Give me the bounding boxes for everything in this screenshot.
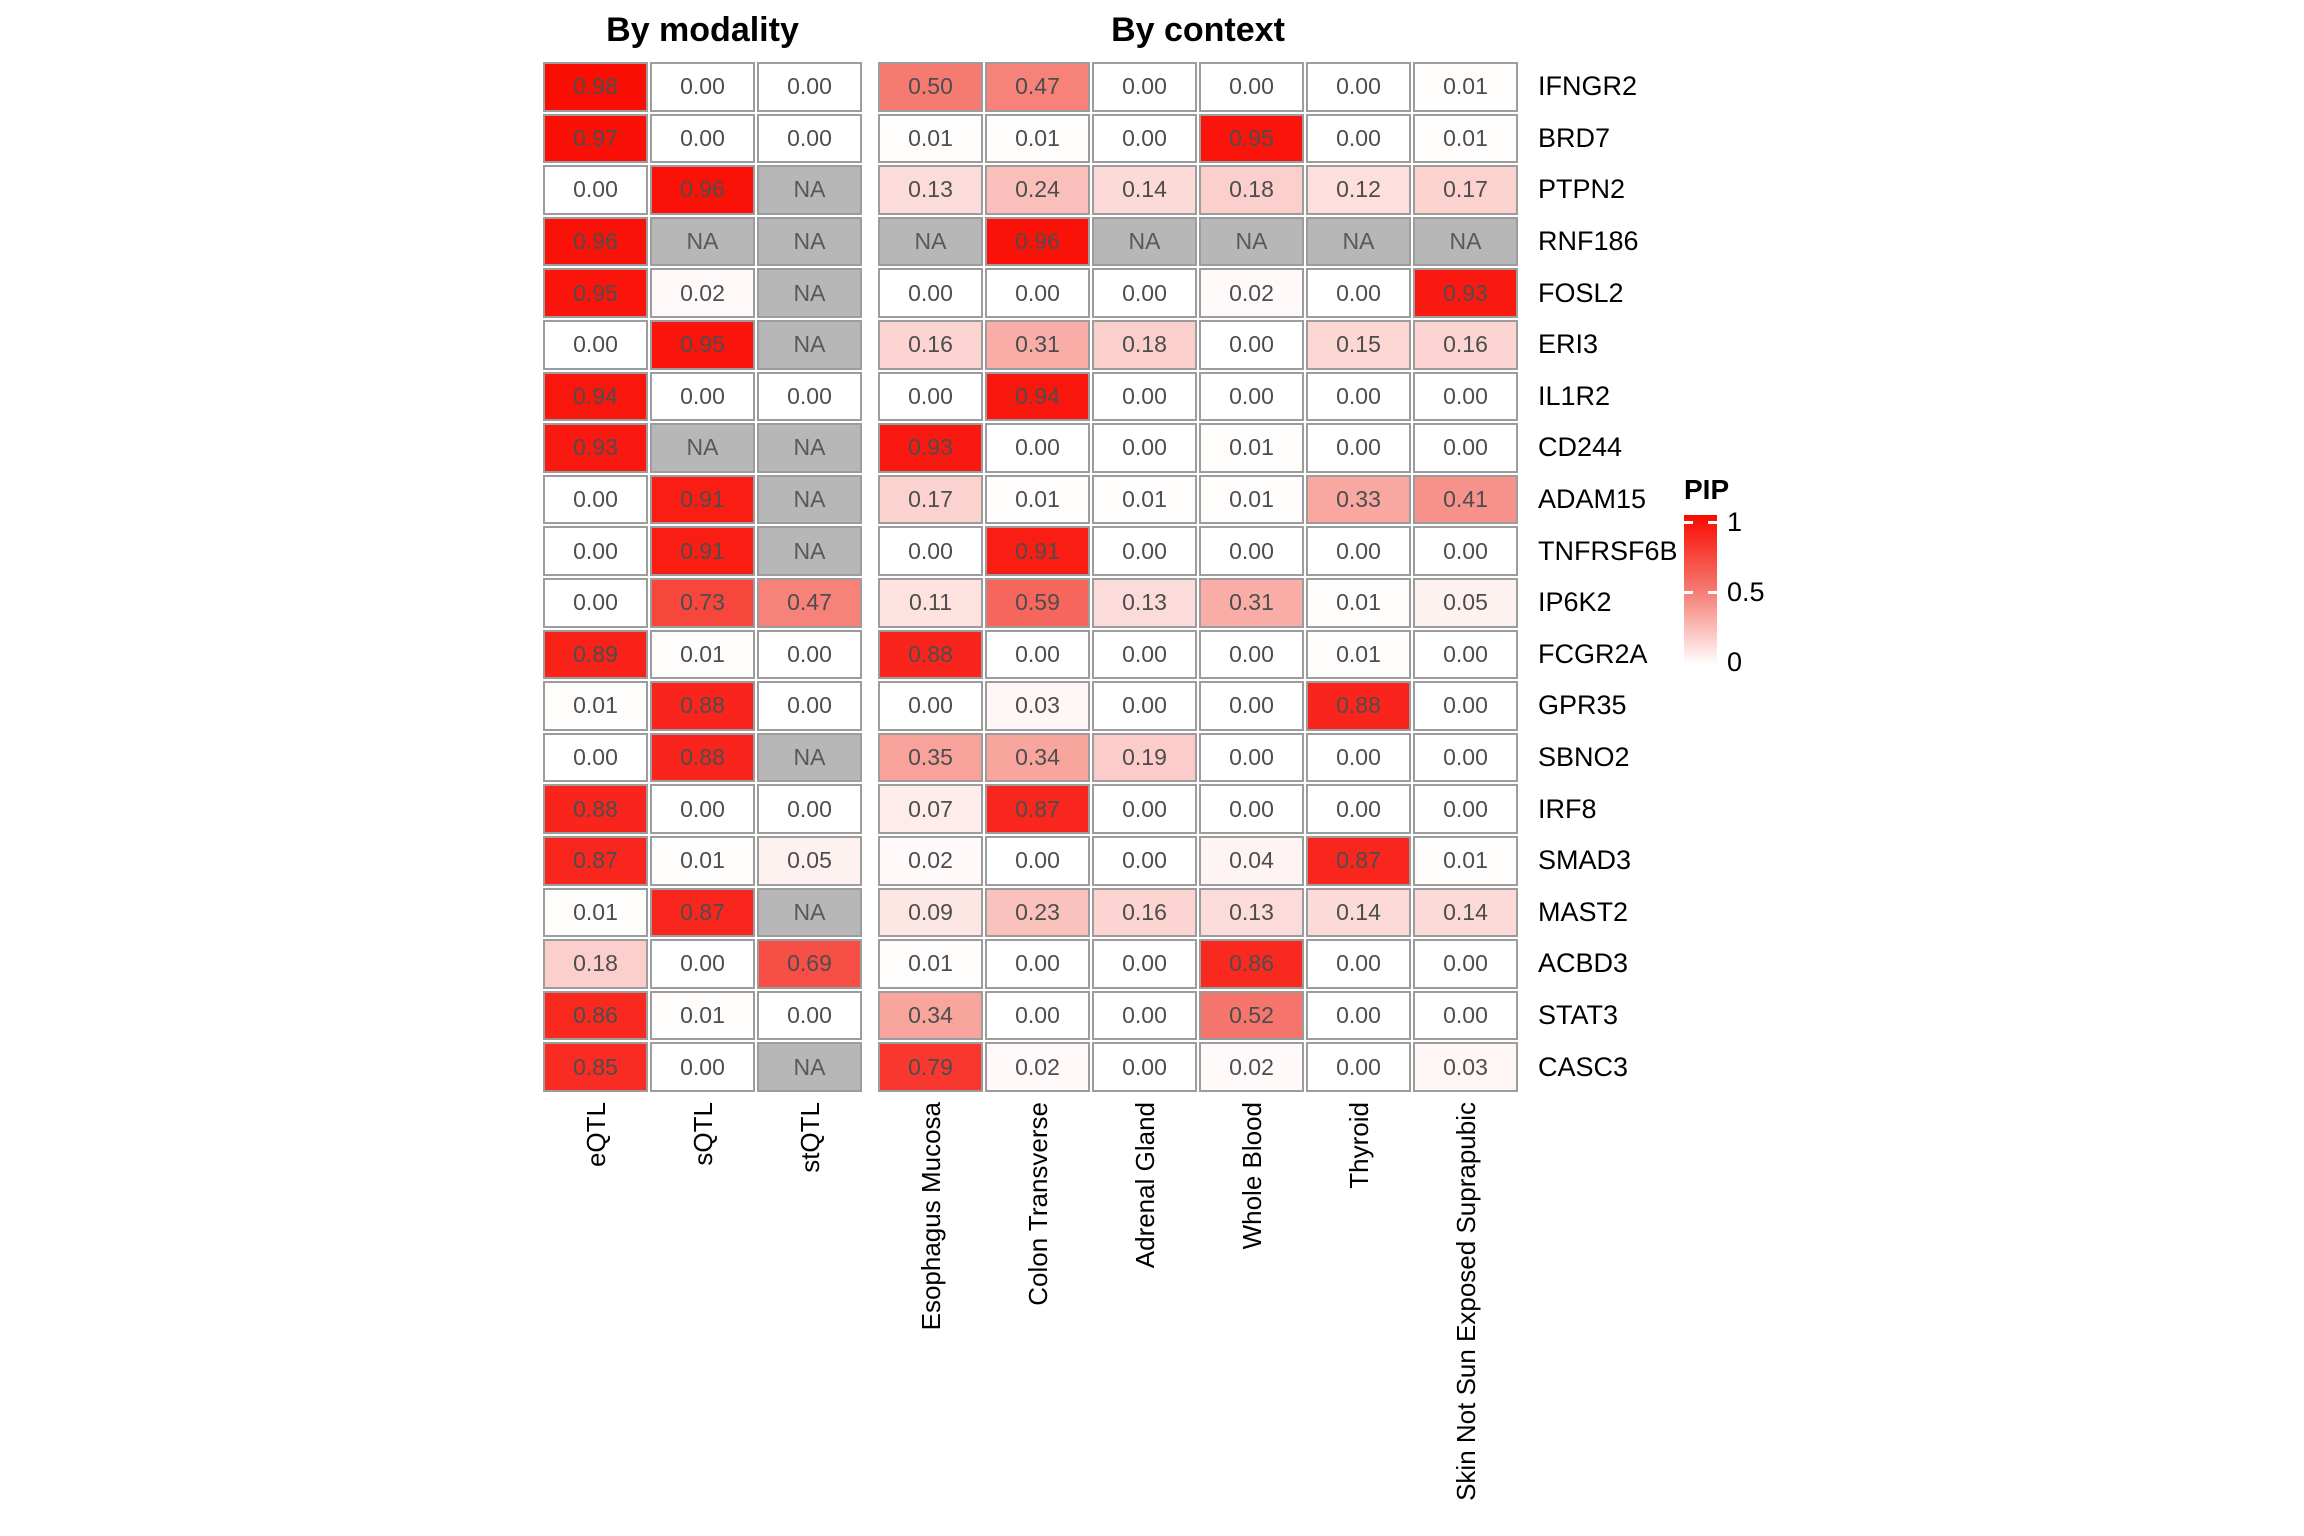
heatmap-cell: 0.02 <box>878 836 983 886</box>
heatmap-cell: 0.24 <box>985 165 1090 215</box>
heatmap-cell: 0.00 <box>985 836 1090 886</box>
heatmap-cell: 0.00 <box>543 526 648 576</box>
heatmap-cell: 0.00 <box>650 372 755 422</box>
heatmap-cell: 0.87 <box>1306 836 1411 886</box>
heatmap-cell: 0.00 <box>543 475 648 525</box>
heatmap-cell: 0.00 <box>878 268 983 318</box>
heatmap-cell: 0.59 <box>985 578 1090 628</box>
heatmap-cell: NA <box>1199 217 1304 267</box>
gene-label: IL1R2 <box>1538 380 1611 411</box>
heatmap-cell: 0.00 <box>757 114 862 164</box>
heatmap-cell: 0.00 <box>1306 268 1411 318</box>
heatmap-cell: 0.96 <box>985 217 1090 267</box>
heatmap-cell: 0.00 <box>1092 62 1197 112</box>
heatmap-cell: 0.01 <box>1413 836 1518 886</box>
heatmap-cell: 0.94 <box>985 372 1090 422</box>
heatmap-cell: 0.00 <box>1092 1042 1197 1092</box>
heatmap-cell: 0.00 <box>1092 526 1197 576</box>
heatmap-cell: 0.93 <box>543 423 648 473</box>
heatmap-cell: 0.23 <box>985 888 1090 938</box>
heatmap-cell: 0.00 <box>1199 681 1304 731</box>
heatmap-cell: 0.12 <box>1306 165 1411 215</box>
heatmap-cell: 0.00 <box>1199 320 1304 370</box>
heatmap-cell: 0.14 <box>1092 165 1197 215</box>
column-label: Whole Blood <box>1236 1102 1267 1250</box>
legend-tick-mark <box>1684 591 1693 594</box>
heatmap-cell: 0.19 <box>1092 733 1197 783</box>
legend-tick-label: 1 <box>1727 506 1743 537</box>
heatmap-cell: 0.00 <box>1199 630 1304 680</box>
heatmap-cell: 0.31 <box>985 320 1090 370</box>
heatmap-cell: 0.93 <box>878 423 983 473</box>
heatmap-cell: 0.00 <box>1306 1042 1411 1092</box>
heatmap-cell: 0.00 <box>1092 939 1197 989</box>
heatmap-cell: 0.00 <box>1306 784 1411 834</box>
heatmap-cell: 0.91 <box>650 526 755 576</box>
gene-label: CD244 <box>1538 432 1623 463</box>
heatmap-cell: 0.00 <box>1199 372 1304 422</box>
heatmap-cell: 0.00 <box>650 939 755 989</box>
heatmap-cell: 0.88 <box>1306 681 1411 731</box>
heatmap-cell: 0.00 <box>757 372 862 422</box>
gene-label: SMAD3 <box>1538 845 1632 876</box>
heatmap-cell: 0.69 <box>757 939 862 989</box>
heatmap-cell: 0.01 <box>985 114 1090 164</box>
heatmap-cell: 0.79 <box>878 1042 983 1092</box>
heatmap-cell: 0.00 <box>1092 836 1197 886</box>
heatmap-cell: 0.00 <box>1306 62 1411 112</box>
heatmap-cell: 0.14 <box>1306 888 1411 938</box>
heatmap-cell: 0.02 <box>985 1042 1090 1092</box>
heatmap-cell: 0.85 <box>543 1042 648 1092</box>
heatmap-cell: 0.00 <box>985 630 1090 680</box>
heatmap-cell: 0.09 <box>878 888 983 938</box>
heatmap-cell: 0.18 <box>1199 165 1304 215</box>
gene-label: FOSL2 <box>1538 277 1624 308</box>
heatmap-cell: 0.00 <box>757 681 862 731</box>
heatmap-cell: 0.00 <box>1092 784 1197 834</box>
heatmap-cell: 0.00 <box>1092 372 1197 422</box>
heatmap-cell: 0.16 <box>878 320 983 370</box>
heatmap-cell: 0.00 <box>1199 62 1304 112</box>
gene-label: ACBD3 <box>1538 948 1629 979</box>
gene-label: ADAM15 <box>1538 484 1647 515</box>
heatmap-cell: NA <box>757 888 862 938</box>
legend-colorbar <box>1684 515 1717 665</box>
heatmap-cell: 0.18 <box>1092 320 1197 370</box>
heatmap-cell: 0.00 <box>1199 526 1304 576</box>
heatmap-cell: 0.05 <box>1413 578 1518 628</box>
heatmap-cell: 0.00 <box>1413 423 1518 473</box>
heatmap-cell: 0.00 <box>1413 526 1518 576</box>
heatmap-cell: NA <box>1413 217 1518 267</box>
gene-label: SBNO2 <box>1538 742 1630 773</box>
heatmap-cell: 0.00 <box>650 62 755 112</box>
heatmap-cell: 0.01 <box>1306 630 1411 680</box>
heatmap-cell: 0.15 <box>1306 320 1411 370</box>
heatmap-cell: 0.88 <box>543 784 648 834</box>
heatmap-cell: 0.03 <box>985 681 1090 731</box>
heatmap-cell: 0.00 <box>1092 114 1197 164</box>
gene-label: CASC3 <box>1538 1051 1629 1082</box>
heatmap-cell: 0.00 <box>1413 939 1518 989</box>
heatmap-cell: 0.88 <box>650 681 755 731</box>
heatmap-panel-modality <box>543 62 862 1092</box>
heatmap-cell: 0.00 <box>985 268 1090 318</box>
heatmap-cell: 0.00 <box>1306 526 1411 576</box>
heatmap-cell: 0.87 <box>650 888 755 938</box>
legend-tick-mark <box>1708 591 1717 594</box>
heatmap-cell: 0.00 <box>1413 372 1518 422</box>
heatmap-cell: 0.00 <box>543 578 648 628</box>
heatmap-cell: 0.31 <box>1199 578 1304 628</box>
heatmap-cell: 0.95 <box>1199 114 1304 164</box>
legend-tick-mark <box>1684 521 1693 524</box>
heatmap-cell: 0.00 <box>543 320 648 370</box>
heatmap-cell: 0.00 <box>985 423 1090 473</box>
heatmap-cell: 0.00 <box>1092 423 1197 473</box>
heatmap-cell: 0.95 <box>650 320 755 370</box>
legend-title: PIP <box>1684 474 1730 505</box>
heatmap-cell: 0.01 <box>543 888 648 938</box>
heatmap-cell: 0.98 <box>543 62 648 112</box>
heatmap-cell: 0.97 <box>543 114 648 164</box>
heatmap-cell: 0.02 <box>1199 268 1304 318</box>
heatmap-cell: 0.96 <box>543 217 648 267</box>
heatmap-cell: 0.00 <box>1413 733 1518 783</box>
heatmap-cell: 0.52 <box>1199 991 1304 1041</box>
heatmap-cell: NA <box>1306 217 1411 267</box>
column-label: Adrenal Gland <box>1129 1102 1160 1269</box>
heatmap-cell: NA <box>757 475 862 525</box>
heatmap-cell: 0.01 <box>1413 114 1518 164</box>
heatmap-cell: 0.00 <box>757 630 862 680</box>
heatmap-cell: 0.86 <box>1199 939 1304 989</box>
heatmap-cell: 0.01 <box>1199 475 1304 525</box>
gene-label: IRF8 <box>1538 793 1597 824</box>
column-label: stQTL <box>794 1102 825 1173</box>
column-label: Colon Transverse <box>1022 1102 1053 1306</box>
heatmap-cell: 0.00 <box>757 991 862 1041</box>
heatmap-cell: 0.00 <box>650 1042 755 1092</box>
heatmap-cell: NA <box>757 217 862 267</box>
heatmap-cell: 0.87 <box>985 784 1090 834</box>
heatmap-cell: 0.17 <box>878 475 983 525</box>
gene-label: ERI3 <box>1538 329 1599 360</box>
heatmap-cell: 0.00 <box>1092 681 1197 731</box>
heatmap-cell: 0.18 <box>543 939 648 989</box>
heatmap-cell: 0.01 <box>650 836 755 886</box>
heatmap-cell: 0.00 <box>878 681 983 731</box>
heatmap-cell: 0.00 <box>543 165 648 215</box>
heatmap-cell: 0.33 <box>1306 475 1411 525</box>
heatmap-cell: 0.11 <box>878 578 983 628</box>
heatmap-cell: 0.89 <box>543 630 648 680</box>
heatmap-cell: NA <box>757 320 862 370</box>
heatmap-cell: 0.13 <box>878 165 983 215</box>
legend <box>1684 474 1884 677</box>
heatmap-cell: 0.00 <box>1092 268 1197 318</box>
heatmap-cell: 0.01 <box>1413 62 1518 112</box>
heatmap-cell: 0.01 <box>543 681 648 731</box>
heatmap-cell: 0.00 <box>1413 681 1518 731</box>
heatmap-cell: 0.73 <box>650 578 755 628</box>
column-label: Esophagus Mucosa <box>915 1102 946 1331</box>
heatmap-cell: 0.17 <box>1413 165 1518 215</box>
heatmap-cell: 0.16 <box>1092 888 1197 938</box>
heatmap-cell: NA <box>757 526 862 576</box>
heatmap-cell: 0.41 <box>1413 475 1518 525</box>
gene-label: FCGR2A <box>1538 638 1648 669</box>
heatmap-cell: NA <box>878 217 983 267</box>
heatmap-cell: 0.35 <box>878 733 983 783</box>
heatmap-cell: 0.47 <box>757 578 862 628</box>
heatmap-cell: NA <box>650 423 755 473</box>
gene-label: TNFRSF6B <box>1538 535 1678 566</box>
heatmap-cell: 0.93 <box>1413 268 1518 318</box>
heatmap-cell: 0.00 <box>543 733 648 783</box>
heatmap-cell: 0.00 <box>985 991 1090 1041</box>
column-label: eQTL <box>580 1102 611 1168</box>
heatmap-cell: 0.91 <box>650 475 755 525</box>
heatmap-cell: NA <box>1092 217 1197 267</box>
heatmap-cell: 0.00 <box>1306 372 1411 422</box>
heatmap-cell: 0.00 <box>1092 630 1197 680</box>
panel-title-modality: By modality <box>606 11 799 49</box>
heatmap-cell: 0.00 <box>1092 991 1197 1041</box>
gene-label: IP6K2 <box>1538 587 1612 618</box>
heatmap-cell: 0.00 <box>650 784 755 834</box>
heatmap-cell: 0.05 <box>757 836 862 886</box>
heatmap-cell: 0.00 <box>1306 991 1411 1041</box>
heatmap-cell: 0.47 <box>985 62 1090 112</box>
gene-label: IFNGR2 <box>1538 71 1638 102</box>
heatmap-cell: NA <box>757 165 862 215</box>
heatmap-cell: 0.14 <box>1413 888 1518 938</box>
heatmap-cell: 0.01 <box>650 630 755 680</box>
heatmap-cell: 0.02 <box>650 268 755 318</box>
heatmap-cell: NA <box>757 733 862 783</box>
gene-label: STAT3 <box>1538 1000 1619 1031</box>
heatmap-cell: 0.13 <box>1199 888 1304 938</box>
heatmap-cell: NA <box>757 423 862 473</box>
heatmap-cell: 0.00 <box>1306 423 1411 473</box>
heatmap-cell: 0.96 <box>650 165 755 215</box>
gene-label: RNF186 <box>1538 226 1639 257</box>
heatmap-cell: NA <box>757 1042 862 1092</box>
gene-label: GPR35 <box>1538 690 1627 721</box>
legend-tick-mark <box>1708 521 1717 524</box>
heatmap-cell: 0.88 <box>878 630 983 680</box>
heatmap-cell: 0.07 <box>878 784 983 834</box>
heatmap-cell: 0.02 <box>1199 1042 1304 1092</box>
panel-title-context: By context <box>1111 11 1285 49</box>
heatmap-cell: 0.00 <box>1413 784 1518 834</box>
heatmap-cell: 0.00 <box>1199 784 1304 834</box>
heatmap-cell: NA <box>757 268 862 318</box>
heatmap-cell: 0.13 <box>1092 578 1197 628</box>
heatmap-cell: 0.01 <box>1092 475 1197 525</box>
heatmap-cell: 0.00 <box>1306 733 1411 783</box>
heatmap-cell: 0.86 <box>543 991 648 1041</box>
heatmap-cell: 0.34 <box>878 991 983 1041</box>
gene-label: PTPN2 <box>1538 174 1626 205</box>
heatmap-cell: 0.00 <box>650 114 755 164</box>
legend-tick-label: 0.5 <box>1727 576 1765 607</box>
heatmap-cell: 0.00 <box>1199 733 1304 783</box>
heatmap-panel-context <box>878 62 1518 1092</box>
heatmap-cell: 0.04 <box>1199 836 1304 886</box>
heatmap-cell: 0.00 <box>757 62 862 112</box>
heatmap-cell: 0.00 <box>985 939 1090 989</box>
gene-label: MAST2 <box>1538 896 1629 927</box>
column-label: Skin Not Sun Exposed Suprapubic <box>1450 1102 1481 1501</box>
heatmap-cell: 0.87 <box>543 836 648 886</box>
heatmap-cell: 0.88 <box>650 733 755 783</box>
heatmap-cell: 0.00 <box>1413 630 1518 680</box>
heatmap-cell: 0.03 <box>1413 1042 1518 1092</box>
heatmap-cell: 0.95 <box>543 268 648 318</box>
heatmap-cell: NA <box>650 217 755 267</box>
heatmap-cell: 0.16 <box>1413 320 1518 370</box>
heatmap-cell: 0.01 <box>985 475 1090 525</box>
heatmap-cell: 0.00 <box>1306 939 1411 989</box>
heatmap-cell: 0.34 <box>985 733 1090 783</box>
heatmap-cell: 0.50 <box>878 62 983 112</box>
heatmap-cell: 0.94 <box>543 372 648 422</box>
heatmap-cell: 0.01 <box>1199 423 1304 473</box>
heatmap-cell: 0.01 <box>650 991 755 1041</box>
heatmap-cell: 0.00 <box>757 784 862 834</box>
legend-tick-label: 0 <box>1727 646 1743 677</box>
heatmap-cell: 0.00 <box>1306 114 1411 164</box>
gene-label: BRD7 <box>1538 122 1611 153</box>
column-label: Thyroid <box>1343 1102 1374 1189</box>
heatmap-cell: 0.00 <box>878 526 983 576</box>
heatmap-cell: 0.01 <box>878 939 983 989</box>
heatmap-cell: 0.01 <box>1306 578 1411 628</box>
heatmap-cell: 0.91 <box>985 526 1090 576</box>
heatmap-cell: 0.01 <box>878 114 983 164</box>
heatmap-cell: 0.00 <box>878 372 983 422</box>
column-label: sQTL <box>687 1102 718 1166</box>
heatmap-cell: 0.00 <box>1413 991 1518 1041</box>
